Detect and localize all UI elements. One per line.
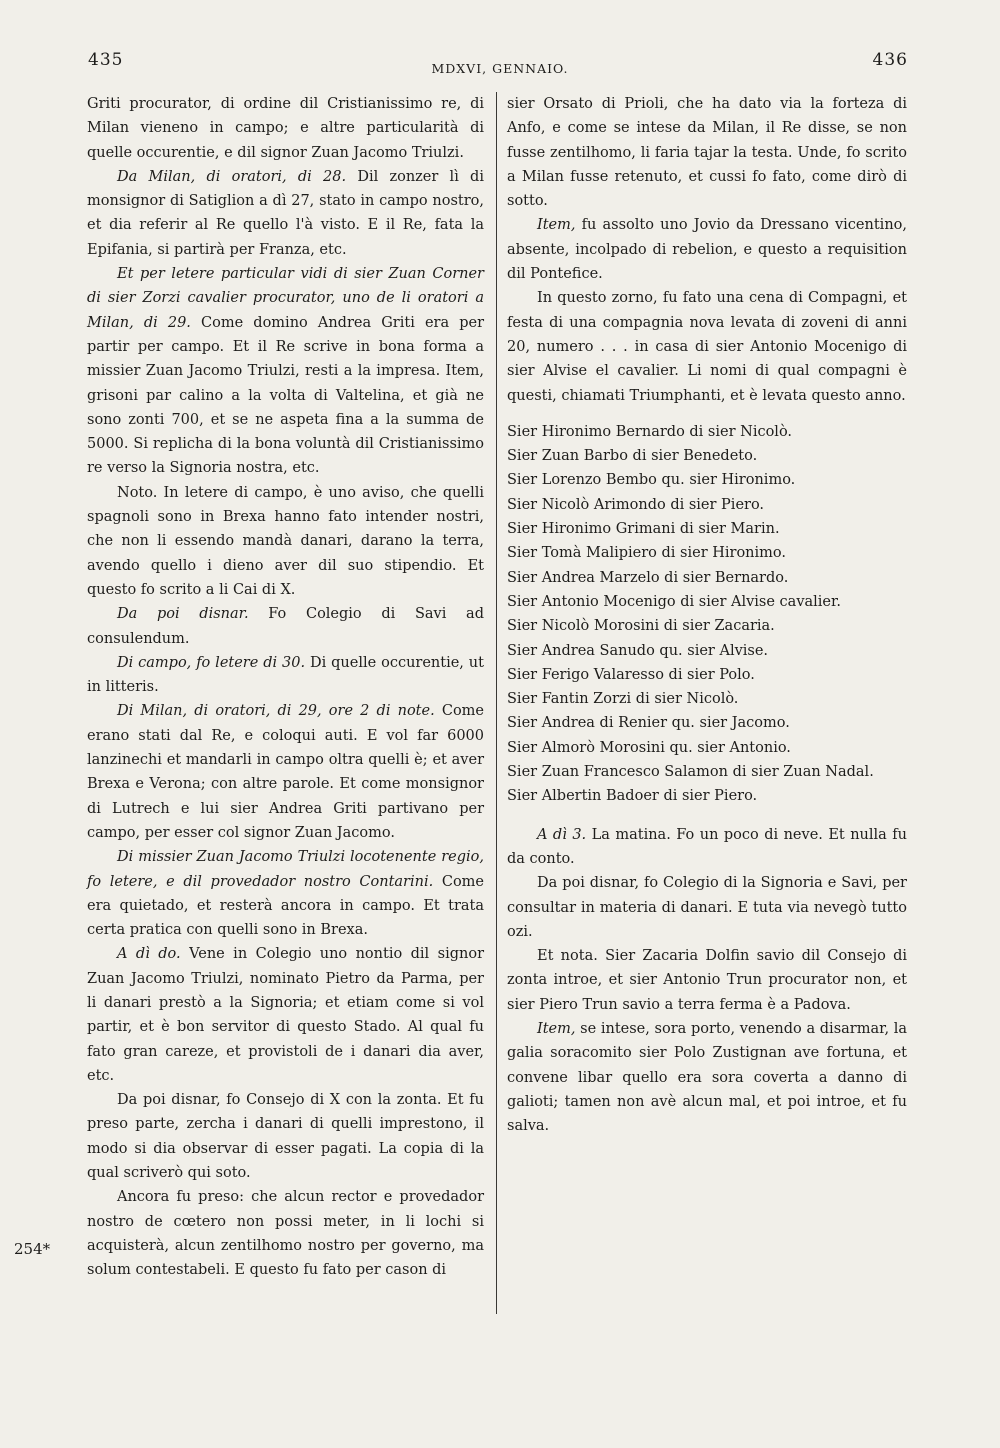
paragraph xyxy=(87,1185,484,1282)
paragraph-text: Da poi disnar, fo Colegio di la Signoria e Savi, per consultar in materia di danari. E tuta via nevegò tutto ozi. xyxy=(507,875,907,940)
name-entry: Sier Zuan Barbo di sier Benedeto. xyxy=(507,448,758,465)
name-entry: Sier Hironimo Bernardo di sier Nicolò. xyxy=(507,423,793,440)
paragraph xyxy=(87,92,484,165)
paragraph-text: La matina. Fo un poco di neve. Et nulla fu da conto. xyxy=(507,826,907,867)
column-divider xyxy=(496,92,497,1314)
paragraph-text: In questo zorno, fu fato una cena di Compagni, et festa di una compagnia nova levata di zoveni di anni 20, numero . . . in casa di sier Antonio Mocenigo di sier Alvise el cavalier. Li nomi di qual compagni è questi, chiamati Triumphanti, et è levata questo anno. xyxy=(507,290,907,404)
right-column xyxy=(507,92,907,1138)
names-list xyxy=(507,420,907,809)
paragraph-lead: A dì do. xyxy=(117,946,181,963)
name-entry: Sier Hironimo Grimani di sier Marin. xyxy=(507,521,780,538)
name-entry: Sier Andrea Marzelo di sier Bernardo. xyxy=(507,569,789,586)
page-number-left: 435 xyxy=(88,50,124,70)
paragraph xyxy=(87,942,484,1088)
name-entry: Sier Andrea Sanudo qu. sier Alvise. xyxy=(507,642,769,659)
paragraph-lead: Di Milan, di oratori, di 29, ore 2 di note. xyxy=(117,703,435,720)
name-entry: Sier Lorenzo Bembo qu. sier Hironimo. xyxy=(507,472,796,489)
paragraph-text: Come erano stati dal Re, e coloqui auti. E vol far 6000 lanzinechi et mandarli in campo oltra quelli è; et aver Brexa e Verona; con altre parole. Et come monsignor di Lutrech e lui sier Andrea Griti partivano per campo, per esser col signor Zuan Jacomo. xyxy=(87,703,485,841)
paragraph-text: Come domino Andrea Griti era per partir per campo. Et il Re scrive in bona forma a missier Zuan Jacomo Triulzi, resti a la impresa. Item, grisoni par calino a la volta di Valtelina, et già ne sono zonti 700, et se ne aspeta fina a la summa de 5000. Si replicha di la bona voluntà dil Cristianissimo re verso la Signoria nostra, etc. xyxy=(87,314,485,477)
name-entry: Sier Almorò Morosini qu. sier Antonio. xyxy=(507,739,791,756)
paragraph-lead: A dì 3. xyxy=(537,826,587,843)
paragraph-text: Fo Colegio di Savi ad consulendum. xyxy=(87,606,484,647)
paragraph xyxy=(507,823,907,872)
name-entry: Sier Nicolò Morosini di sier Zacaria. xyxy=(507,618,775,635)
paragraph-lead: Di campo, fo letere di 30. xyxy=(117,654,306,671)
paragraph xyxy=(87,699,484,845)
paragraph xyxy=(87,481,484,602)
paragraph xyxy=(507,871,907,944)
name-entry: Sier Fantin Zorzi di sier Nicolò. xyxy=(507,691,739,708)
paragraph-lead: Item, xyxy=(537,1020,576,1037)
running-head: MDXVI, GENNAIO. xyxy=(431,61,569,76)
name-entry: Sier Albertin Badoer di sier Piero. xyxy=(507,788,758,805)
paragraph-lead: Da Milan, di oratori, di 28. xyxy=(117,168,347,185)
paragraph xyxy=(87,651,484,700)
paragraph-lead: Di missier Zuan Jacomo Triulzi locotenente regio, fo letere, e dil provedador nostro Contarini. xyxy=(87,849,484,890)
name-entry: Sier Nicolò Arimondo di sier Piero. xyxy=(507,496,765,513)
name-entry: Sier Antonio Mocenigo di sier Alvise cavalier. xyxy=(507,593,841,610)
paragraph-text: Noto. In letere di campo, è uno aviso, che quelli spagnoli sono in Brexa hanno fato intender nostri, che non li essendo mandà danari, darano la terra, avendo quello i dieno aver dil suo stipendio. Et questo fo scrito a li Cai di X. xyxy=(87,484,484,598)
paragraph xyxy=(87,262,484,481)
page-number-right: 436 xyxy=(872,50,908,70)
paragraph-lead: Item, xyxy=(537,217,576,234)
paragraph xyxy=(507,944,907,1017)
name-entry: Sier Ferigo Valaresso di sier Polo. xyxy=(507,666,755,683)
name-entry: Sier Zuan Francesco Salamon di sier Zuan Nadal. xyxy=(507,764,874,781)
paragraph xyxy=(87,1088,484,1185)
paragraph-text: Di quelle occurentie, ut in litteris. xyxy=(87,654,484,696)
paragraph xyxy=(87,602,484,651)
right-column-end xyxy=(507,823,907,1139)
paragraph xyxy=(87,165,484,262)
paragraph-text: Et nota. Sier Zacaria Dolfin savio dil Consejo di zonta introe, et sier Antonio Trun procurator non, et sier Piero Trun savio a terra ferma è a Padova. xyxy=(507,948,907,1013)
paragraph-lead: Da poi disnar. xyxy=(117,606,249,623)
paragraph-text: sier Orsato di Prioli, che ha dato via la forteza di Anfo, e come se intese da Milan, il Re disse, se non fusse zentilhomo, li faria tajar la testa. Unde, fo scrito a Milan fusse retenuto, et cussi fo fato, come dirò di sotto. xyxy=(507,96,907,210)
paragraph xyxy=(507,213,907,286)
name-entry: Sier Tomà Malipiero di sier Hironimo. xyxy=(507,545,786,562)
name-entry: Sier Andrea di Renier qu. sier Jacomo. xyxy=(507,715,790,732)
paragraph-text: se intese, sora porto, venendo a disarmar, la galia soracomito sier Polo Zustignan ave fortuna, et convene libar quello era sora coverta a danno di galioti; tamen non avè alcun mal, et poi introe, et fu salva. xyxy=(507,1020,907,1135)
paragraph xyxy=(507,92,907,213)
paragraph xyxy=(87,845,484,942)
paragraph xyxy=(507,1017,907,1138)
paragraph-text: fu assolto uno Jovio da Dressano vicentino, absente, incolpado di rebelion, e questo a requisition dil Pontefice. xyxy=(507,217,907,283)
left-column xyxy=(87,92,484,1283)
paragraph-text: Griti procurator, di ordine dil Cristianissimo re, di Milan vieneno in campo; e altre particularità di quelle occurentie, e dil signor Zuan Jacomo Triulzi. xyxy=(87,96,484,161)
paragraph-text: Dil zonzer lì di monsignor di Satiglion a dì 27, stato in campo nostro, et dia referir al Re quello l'à visto. E il Re, fata la Epifania, si partirà per Franza, etc. xyxy=(87,168,484,258)
margin-note: 254* xyxy=(14,1240,51,1258)
paragraph xyxy=(507,286,907,407)
paragraph-text: Da poi disnar, fo Consejo di X con la zonta. Et fu preso parte, zercha i danari di quelli imprestono, il modo si dia observar di esser pagati. La copia di la qual scriverò qui soto. xyxy=(87,1092,484,1182)
paragraph-text: Ancora fu preso: che alcun rector e provedador nostro de cœtero non possi meter, in li lochi si acquisterà, alcun zentilhomo nostro per governo, ma solum contestabeli. E questo fu fato per cason di xyxy=(87,1189,484,1279)
paragraph-lead: Et per letere particular vidi di sier Zuan Corner di sier Zorzi cavalier procurator, uno de li oratori a Milan, di 29. xyxy=(87,266,484,331)
paragraph-text: Vene in Colegio uno nontio dil signor Zuan Jacomo Triulzi, nominato Pietro da Parma, per li danari prestò a la Signoria; et etiam come si vol partir, et è bon servitor di questo Stado. Al qual fu fato gran careze, et provistoli de i danari dia aver, etc. xyxy=(87,946,485,1084)
right-column-intro xyxy=(507,92,907,408)
paragraph-text: Come era quietado, et resterà ancora in campo. Et trata certa pratica con quelli sono in Brexa. xyxy=(87,873,484,939)
